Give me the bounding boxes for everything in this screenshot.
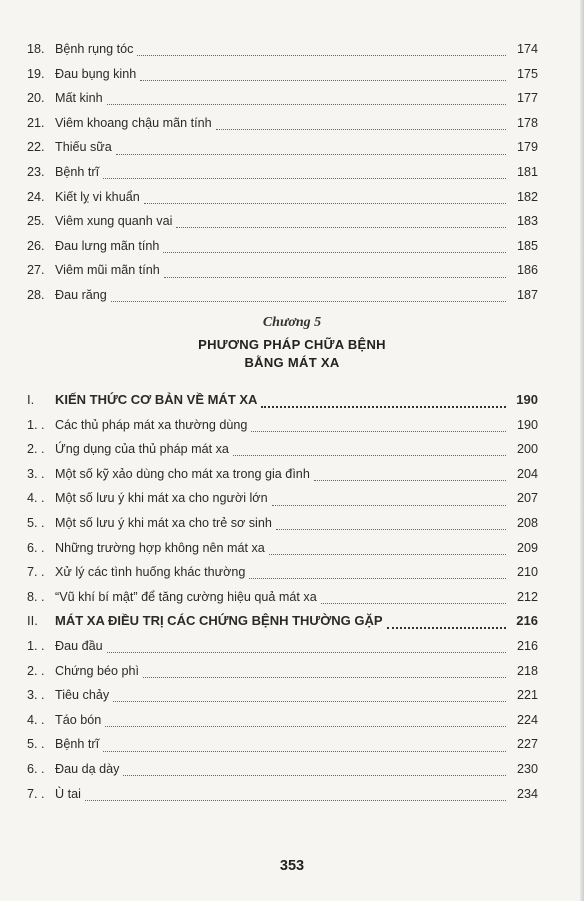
dot-leader: [261, 397, 506, 408]
toc-entry[interactable]: [27, 585, 538, 610]
section-number: II.: [27, 613, 38, 629]
entry-page: 224: [516, 712, 538, 727]
entry-page: 234: [516, 786, 538, 801]
entry-page: 216: [516, 638, 538, 653]
entry-label: Xử lý các tình huống khác thường: [55, 565, 246, 580]
toc-entry[interactable]: [27, 283, 538, 308]
entry-number: 7. .: [27, 565, 45, 580]
entry-number: 18.: [27, 42, 45, 56]
entry-number: 7. .: [27, 786, 45, 801]
entry-page: 178: [516, 115, 538, 130]
toc-entry[interactable]: [27, 413, 538, 438]
entry-number: 20.: [27, 91, 45, 106]
entry-page: 221: [516, 688, 538, 703]
entry-label: Ứng dụng của thủ pháp mát xa: [55, 442, 229, 457]
entry-number: 23.: [27, 164, 45, 179]
entry-number: 21.: [27, 115, 45, 130]
toc-entry[interactable]: [27, 437, 538, 462]
entry-label: Tiêu chảy: [55, 688, 110, 703]
entry-label: Bệnh trĩ: [55, 737, 100, 752]
entry-page: 208: [516, 515, 538, 530]
toc-top-list: [27, 37, 538, 308]
entry-label: Đau đầu: [55, 638, 103, 653]
dot-leader: [251, 422, 506, 432]
toc-entry[interactable]: [27, 185, 538, 210]
dot-leader: [321, 594, 506, 604]
entry-page: 212: [516, 589, 538, 604]
entry-page: 181: [516, 164, 538, 179]
dot-leader: [164, 268, 506, 278]
dot-leader: [216, 120, 506, 130]
entry-page: 190: [516, 417, 538, 432]
entry-label: Một số kỹ xảo dùng cho mát xa trong gia đình: [55, 466, 310, 481]
entry-page: 227: [516, 737, 538, 752]
toc-section-heading[interactable]: [27, 609, 538, 634]
toc-entry[interactable]: [27, 634, 538, 659]
entry-label: Bệnh trĩ: [55, 164, 100, 179]
entry-label: Mất kinh: [55, 91, 103, 106]
section-page: 216: [516, 613, 538, 629]
dot-leader: [103, 742, 506, 752]
toc-entry[interactable]: [27, 37, 538, 62]
toc-entry[interactable]: [27, 486, 538, 511]
dot-leader: [123, 766, 506, 776]
entry-label: Bệnh rụng tóc: [55, 42, 134, 56]
toc-entry[interactable]: [27, 536, 538, 561]
section-one: [27, 388, 538, 806]
section-page: 190: [516, 392, 538, 407]
dot-leader: [116, 145, 506, 155]
entry-page: 218: [516, 663, 538, 678]
section-label: KIẾN THỨC CƠ BẢN VỀ MÁT XA: [55, 392, 258, 407]
entry-label: Viêm khoang chậu mãn tính: [55, 115, 212, 130]
entry-page: 175: [516, 66, 538, 81]
dot-leader: [105, 717, 506, 727]
toc-entry[interactable]: [27, 160, 538, 185]
dot-leader: [111, 292, 506, 302]
entry-page: 185: [516, 238, 538, 253]
entry-page: 179: [516, 140, 538, 155]
dot-leader: [176, 218, 506, 228]
entry-label: Đau bụng kinh: [55, 66, 137, 81]
entry-page: 174: [516, 42, 538, 56]
entry-number: 8. .: [27, 589, 45, 604]
entry-number: 27.: [27, 263, 45, 278]
entry-number: 5. .: [27, 515, 45, 530]
dot-leader: [103, 169, 506, 179]
entry-label: Những trường hợp không nên mát xa: [55, 540, 265, 555]
toc-entry[interactable]: [27, 209, 538, 234]
dot-leader: [85, 791, 506, 801]
toc-entry[interactable]: [27, 462, 538, 487]
section-label: MÁT XA ĐIỀU TRỊ CÁC CHỨNG BỆNH THƯỜNG GẶP: [55, 613, 383, 629]
toc-entry[interactable]: [27, 659, 538, 684]
page-number: 353: [279, 858, 305, 874]
entry-number: 22.: [27, 140, 45, 155]
toc-entry[interactable]: [27, 234, 538, 259]
dot-leader: [387, 618, 506, 629]
toc-entry[interactable]: [27, 511, 538, 536]
toc-entry[interactable]: [27, 560, 538, 585]
entry-number: 6. .: [27, 540, 45, 555]
toc-entry[interactable]: [27, 135, 538, 160]
entry-label: “Vũ khí bí mật” để tăng cường hiệu quả mát xa: [55, 589, 317, 604]
entry-page: 182: [516, 189, 538, 204]
entry-label: Đau dạ dày: [55, 761, 120, 776]
entry-label: Một số lưu ý khi mát xa cho trẻ sơ sinh: [55, 515, 272, 530]
dot-leader: [272, 496, 506, 506]
entry-number: 4. .: [27, 712, 45, 727]
dot-leader: [143, 668, 506, 678]
entry-number: 24.: [27, 189, 45, 204]
entry-label: Viêm xung quanh vai: [55, 214, 173, 229]
chapter-subtitle-line1: PHƯƠNG PHÁP CHỮA BỆNH: [198, 337, 386, 352]
dot-leader: [249, 569, 506, 579]
entry-page: 187: [516, 287, 538, 302]
entry-page: 186: [516, 263, 538, 278]
entry-number: 3. .: [27, 466, 45, 481]
dot-leader: [269, 545, 506, 555]
dot-leader: [107, 643, 506, 653]
dot-leader: [137, 46, 506, 56]
entry-number: 6. .: [27, 761, 45, 776]
entry-label: Một số lưu ý khi mát xa cho người lớn: [55, 491, 268, 506]
entry-label: Viêm mũi mãn tính: [55, 263, 160, 278]
toc-entry[interactable]: [27, 62, 538, 87]
dot-leader: [144, 194, 506, 204]
dot-leader: [107, 95, 506, 105]
entry-page: 200: [516, 442, 538, 457]
entry-number: 5. .: [27, 737, 45, 752]
entry-number: 28.: [27, 287, 45, 302]
chapter-heading: [0, 315, 584, 372]
entry-page: 183: [516, 214, 538, 229]
entry-label: Táo bón: [55, 712, 102, 727]
entry-number: 2. .: [27, 663, 45, 678]
entry-label: Các thủ pháp mát xa thường dùng: [55, 417, 248, 432]
entry-number: 4. .: [27, 491, 45, 506]
entry-label: Kiết lỵ vi khuẩn: [55, 189, 140, 204]
entry-label: Ù tai: [55, 786, 81, 801]
entry-number: 19.: [27, 66, 45, 81]
entry-label: Thiếu sữa: [55, 140, 112, 155]
dot-leader: [163, 243, 506, 253]
dot-leader: [233, 446, 506, 456]
dot-leader: [113, 692, 506, 702]
toc-entry[interactable]: [27, 732, 538, 757]
entry-page: 209: [516, 540, 538, 555]
entry-number: 3. .: [27, 688, 45, 703]
toc-entry[interactable]: [27, 258, 538, 283]
entry-page: 210: [516, 565, 538, 580]
entry-label: Đau răng: [55, 287, 107, 302]
toc-entry[interactable]: [27, 86, 538, 111]
entry-label: Đau lưng mãn tính: [55, 238, 160, 253]
entry-number: 25.: [27, 214, 45, 229]
dot-leader: [140, 71, 506, 81]
toc-entry[interactable]: [27, 782, 538, 807]
page-edge-shadow: [580, 0, 584, 901]
entry-page: 204: [516, 466, 538, 481]
toc-entry[interactable]: [27, 708, 538, 733]
entry-page: 230: [516, 761, 538, 776]
dot-leader: [276, 520, 506, 530]
entry-number: 2. .: [27, 442, 45, 457]
toc-entry[interactable]: [27, 757, 538, 782]
entry-page: 177: [516, 91, 538, 106]
toc-section-heading[interactable]: [27, 388, 538, 413]
toc-entry[interactable]: [27, 683, 538, 708]
section-number: I.: [27, 392, 35, 407]
dot-leader: [314, 471, 506, 481]
entry-number: 1. .: [27, 638, 45, 653]
chapter-subtitle-line2: BẰNG MÁT XA: [244, 355, 340, 370]
chapter-title: Chương 5: [262, 315, 322, 330]
entry-page: 207: [516, 491, 538, 506]
entry-number: 1. .: [27, 417, 45, 432]
entry-number: 26.: [27, 238, 45, 253]
toc-entry[interactable]: [27, 111, 538, 136]
entry-label: Chứng béo phì: [55, 663, 140, 678]
